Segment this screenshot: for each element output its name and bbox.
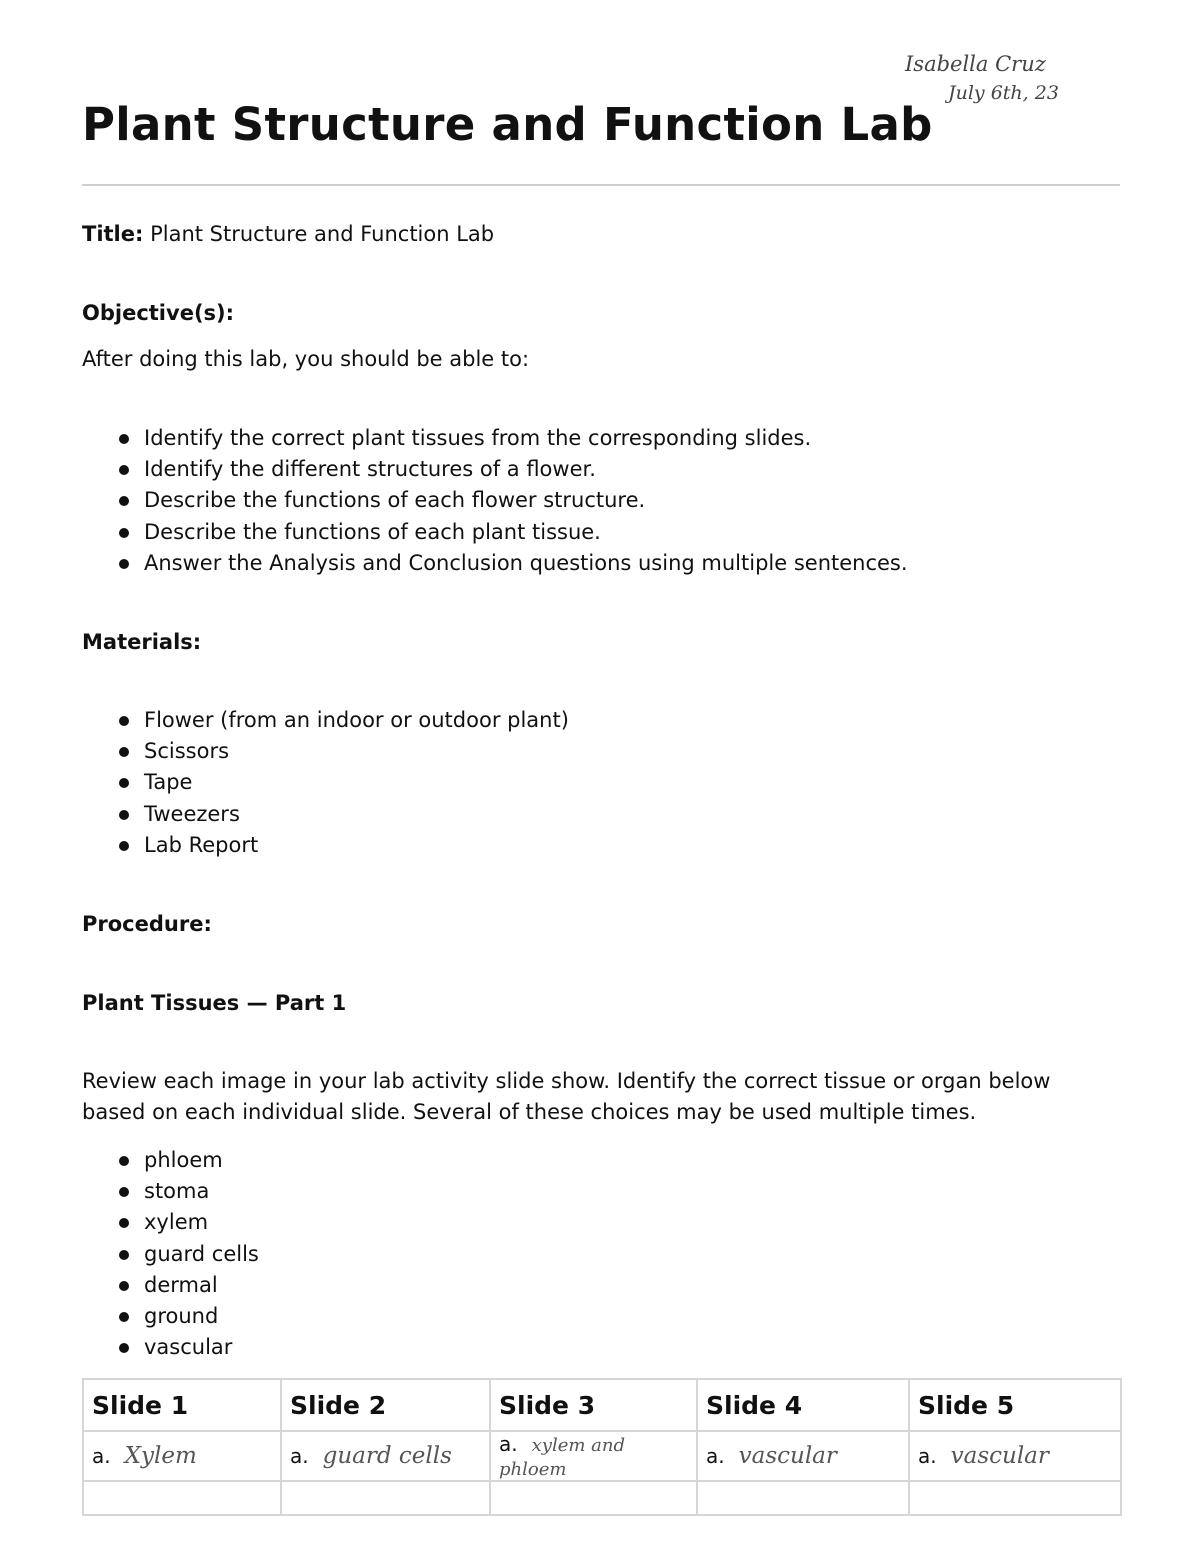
list-item: Flower (from an indoor or outdoor plant) xyxy=(82,706,569,737)
answer-text: xylem and phloem xyxy=(499,1435,625,1480)
table-header-cell: Slide 4 xyxy=(697,1379,909,1431)
part-heading: Plant Tissues — Part 1 xyxy=(82,991,347,1015)
choices-list xyxy=(82,1146,259,1364)
table-cell xyxy=(281,1431,490,1481)
objectives-intro: After doing this lab, you should be able to: xyxy=(82,347,530,371)
list-item: Identify the correct plant tissues from the corresponding slides. xyxy=(82,424,908,455)
answer-label: a. xyxy=(918,1444,937,1468)
list-item: Scissors xyxy=(82,737,569,768)
answer-text: Xylem xyxy=(124,1443,197,1469)
title-divider xyxy=(82,184,1120,186)
answer-label: a. xyxy=(706,1444,725,1468)
list-item: vascular xyxy=(82,1333,259,1364)
list-item: Describe the functions of each flower structure. xyxy=(82,486,908,517)
materials-list xyxy=(82,706,569,862)
answer-text: guard cells xyxy=(322,1443,452,1469)
title-line xyxy=(82,220,494,248)
title-value: Plant Structure and Function Lab xyxy=(150,222,495,246)
table-cell xyxy=(697,1431,909,1481)
table-header-cell: Slide 3 xyxy=(490,1379,697,1431)
table-row xyxy=(83,1481,1121,1515)
answer-label: a. xyxy=(92,1444,111,1468)
table-cell xyxy=(83,1481,281,1515)
procedure-heading: Procedure: xyxy=(82,912,212,936)
list-item: Tweezers xyxy=(82,800,569,831)
table-cell xyxy=(909,1431,1121,1481)
table-cell xyxy=(490,1481,697,1515)
table-cell xyxy=(83,1431,281,1481)
answer-label: a. xyxy=(290,1444,309,1468)
table-header-cell: Slide 1 xyxy=(83,1379,281,1431)
table-cell xyxy=(490,1431,697,1481)
table-header-cell: Slide 5 xyxy=(909,1379,1121,1431)
table-cell xyxy=(281,1481,490,1515)
table-cell xyxy=(909,1481,1121,1515)
signature-name: Isabella Cruz xyxy=(905,52,1046,76)
instructions-line-2: based on each individual slide. Several of these choices may be used multiple times. xyxy=(82,1100,977,1124)
list-item: Describe the functions of each plant tissue. xyxy=(82,518,908,549)
objectives-heading: Objective(s): xyxy=(82,301,235,325)
table-cell xyxy=(697,1481,909,1515)
instructions-line-1: Review each image in your lab activity slide show. Identify the correct tissue or organ below xyxy=(82,1069,1051,1093)
signature-date: July 6th, 23 xyxy=(948,82,1059,104)
answer-text: vascular xyxy=(950,1443,1049,1469)
table-row xyxy=(83,1431,1121,1481)
table-header-row xyxy=(83,1379,1121,1431)
table-header-cell: Slide 2 xyxy=(281,1379,490,1431)
title-label: Title: xyxy=(82,222,144,246)
list-item: Identify the different structures of a flower. xyxy=(82,455,908,486)
list-item: phloem xyxy=(82,1146,259,1177)
list-item: Lab Report xyxy=(82,831,569,862)
list-item: Tape xyxy=(82,768,569,799)
list-item: dermal xyxy=(82,1271,259,1302)
list-item: guard cells xyxy=(82,1240,259,1271)
list-item: stoma xyxy=(82,1177,259,1208)
objectives-list xyxy=(82,424,908,580)
page-title: Plant Structure and Function Lab xyxy=(82,98,933,151)
list-item: ground xyxy=(82,1302,259,1333)
slides-table xyxy=(82,1378,1122,1516)
list-item: Answer the Analysis and Conclusion questions using multiple sentences. xyxy=(82,549,908,580)
list-item: xylem xyxy=(82,1208,259,1239)
materials-heading: Materials: xyxy=(82,630,202,654)
answer-label: a. xyxy=(499,1432,518,1456)
answer-text: vascular xyxy=(738,1443,837,1469)
